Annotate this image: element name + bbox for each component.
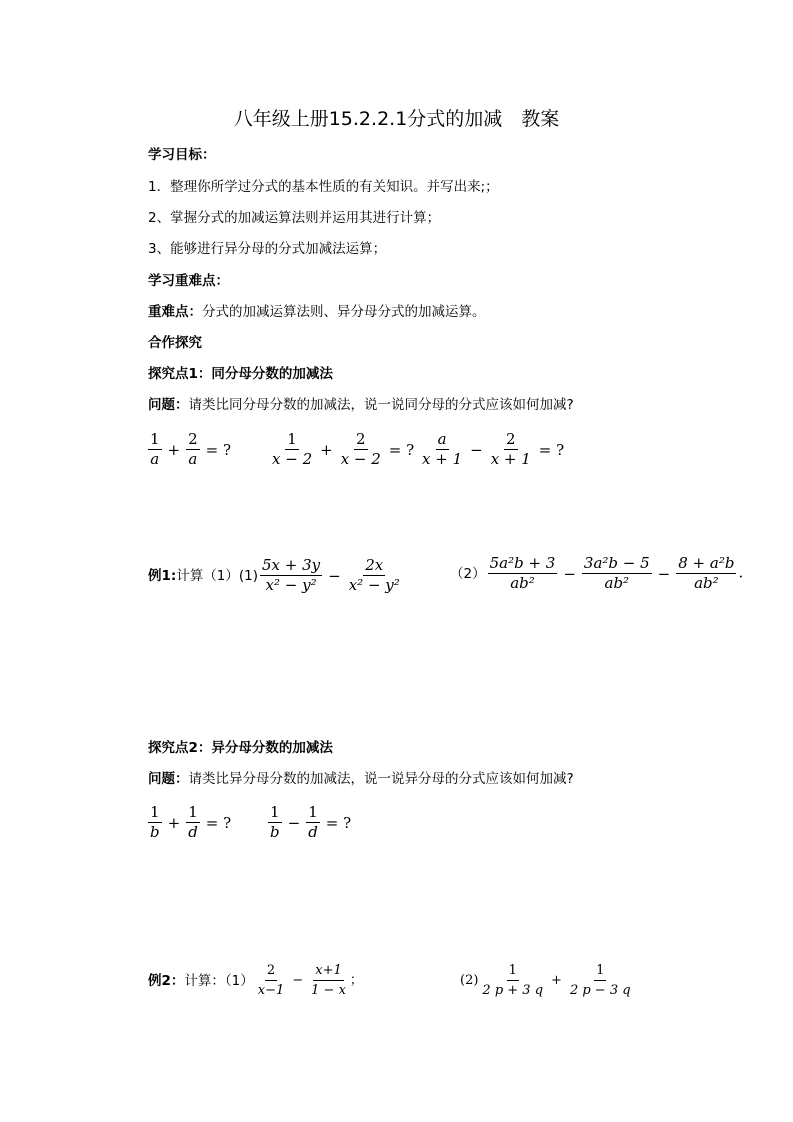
question-text: 请类比同分母分数的加减法，说一说同分母的分式应该如何加减? [188,397,574,413]
explore1-question [148,396,574,414]
example1-part2: （2） $\frac{\text{5a²b + 3}}{\text{ab²}}$ − $\frac{\text{3a²b − 5}}{\text{ab²}}$ − $\frac{\text{8 + a²b}}{\text{ab²}}$ . [450,554,744,592]
formula-1-2: $\frac{1}{x - 2}$ + $\frac{2}{x - 2}$ = ? [272,430,415,468]
keypoints-line [148,303,486,321]
formula-1-3: $\frac{a}{x + 1}$ − $\frac{2}{x + 1}$ = ? [422,430,565,468]
question-label: 问题： [148,397,189,413]
example2-part2-label: (2) [460,973,479,988]
example1: 例1: 计算（1）(1) $\frac{5x + 3y}{\text{x² − y²}}$ − $\frac{2x}{\text{x² − y²}}$ [148,556,400,594]
explore1-heading: 探究点1：同分母分数的加减法 [148,366,333,382]
explore2-question [148,770,574,788]
example2-label: 例2： [148,972,185,989]
explore2-heading: 探究点2：异分母分数的加减法 [148,740,333,756]
objective-item: 1．整理你所学过分式的基本性质的有关知识。并写出来;； [148,179,499,195]
coop-heading: 合作探究 [148,335,202,351]
keypoints-text: 分式的加减运算法则、异分母分式的加减运算。 [202,304,486,320]
example1-part2-label: （2） [450,565,486,582]
formula-1-1: $\frac{1}{a}$ + $\frac{2}{a}$ = ? [150,430,232,468]
objective-item: 3、能够进行异分母的分式加减法运算； [148,241,387,257]
page-title: 八年级上册15.2.2.1分式的加减 教案 [233,108,560,130]
example1-text: 计算（1）(1) [176,567,259,584]
objective-item: 2、掌握分式的加减运算法则并运用其进行计算； [148,210,441,226]
example2-text: 计算：（1） [184,972,254,989]
question-label: 问题： [148,771,189,787]
example1-label: 例1: [148,567,177,584]
question-text: 请类比异分母分数的加减法，说一说异分母的分式应该如何加减? [188,771,574,787]
formula-2-1: $\frac{1}{b}$ + $\frac{1}{d}$ = ? [150,803,232,841]
objectives-heading: 学习目标： [148,147,216,163]
keypoints-heading: 学习重难点： [148,273,229,289]
example2-part2: (2) $\frac{1}{2 p + 3 q}$ + $\frac{1}{2 p - 3 q}$ [460,963,631,998]
example2: 例2： 计算：（1） $\frac{2}{x-1}$ − $\frac{x+1}{1 - x}$ ； [148,963,363,998]
formula-2-2: $\frac{1}{b}$ − $\frac{1}{d}$ = ? [270,803,352,841]
keypoints-label: 重难点： [148,304,202,320]
